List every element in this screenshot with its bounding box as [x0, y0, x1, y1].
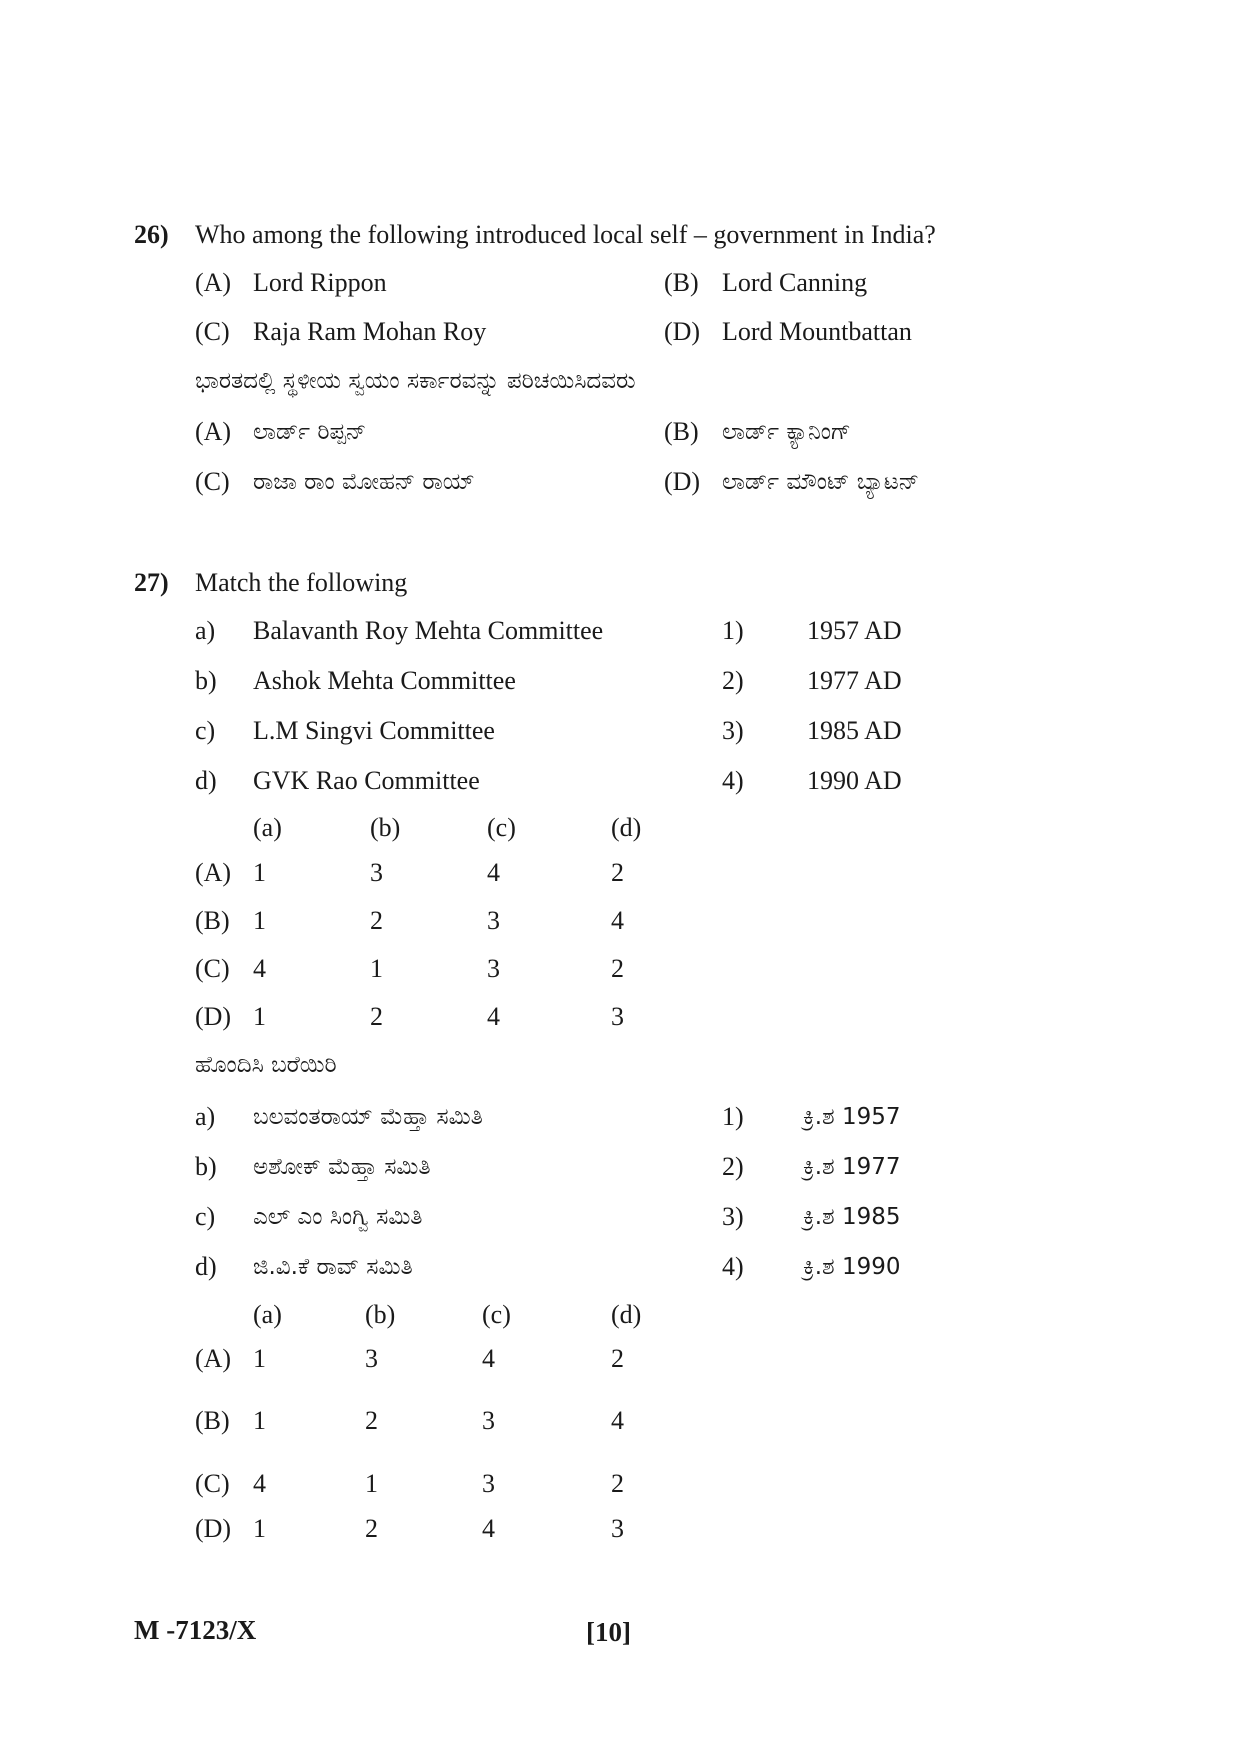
answer-value: 4: [482, 1344, 495, 1373]
q26-option-a-text: Lord Rippon: [253, 268, 387, 297]
answer-value: 1: [253, 1002, 266, 1031]
match-pair-number: 1): [722, 1102, 744, 1131]
match-pair-letter: a): [195, 1102, 216, 1131]
match-pair-letter: d): [195, 1252, 217, 1281]
answer-value: 3: [370, 858, 383, 887]
answer-value: 4: [487, 858, 500, 887]
q26-kn-option-c-text: ರಾಜಾ ರಾಂ ಮೋಹನ್ ರಾಯ್: [253, 469, 475, 495]
answer-value: 2: [611, 1344, 624, 1373]
question-26-kannada-text: ಭಾರತದಲ್ಲಿ ಸ್ಥಳೀಯ ಸ್ವಯಂ ಸರ್ಕಾರವನ್ನು ಪರಿಚಯಿಸಿದವರು: [195, 368, 636, 394]
match-pair-letter: c): [195, 716, 216, 745]
answer-header-d: (d): [611, 813, 642, 842]
q26-kn-option-a-text: ಲಾರ್ಡ್ ರಿಪ್ಪನ್: [253, 419, 367, 445]
page-number: [10]: [586, 1617, 631, 1647]
q26-kn-option-a-label: (A): [195, 417, 232, 446]
answer-value: 3: [487, 906, 500, 935]
answer-value: 2: [365, 1406, 378, 1435]
answer-value: 4: [253, 954, 266, 983]
match-pair-letter: a): [195, 616, 216, 645]
question-26-number: 26): [134, 220, 169, 249]
answer-option-label: (A): [195, 858, 232, 887]
answer-value: 3: [365, 1344, 378, 1373]
answer-value: 2: [611, 954, 624, 983]
answer-option-label: (A): [195, 1344, 232, 1373]
match-pair-number: 2): [722, 1152, 744, 1181]
paper-code: M -7123/X: [134, 1615, 257, 1645]
match-pair-value: 1985 AD: [807, 716, 902, 745]
match-pair-number: 4): [722, 1252, 744, 1281]
q26-option-b-label: (B): [664, 268, 699, 297]
match-pair-value: 1957 AD: [807, 616, 902, 645]
answer-header-a: (a): [253, 1300, 282, 1329]
answer-value: 1: [253, 858, 266, 887]
answer-value: 1: [253, 906, 266, 935]
answer-header-a: (a): [253, 813, 282, 842]
answer-option-label: (D): [195, 1514, 232, 1543]
match-pair-item: ಅಶೋಕ್ ಮೆಹ್ತಾ ಸಮಿತಿ: [253, 1154, 431, 1180]
match-pair-item: ಜಿ.ವಿ.ಕೆ ರಾವ್ ಸಮಿತಿ: [253, 1254, 413, 1280]
match-pair-value: ಕ್ರಿ.ಶ 1990: [803, 1254, 901, 1280]
match-pair-number: 4): [722, 766, 744, 795]
answer-option-label: (D): [195, 1002, 232, 1031]
q26-option-a-label: (A): [195, 268, 232, 297]
answer-value: 3: [611, 1002, 624, 1031]
match-pair-value: 1990 AD: [807, 766, 902, 795]
answer-header-b: (b): [370, 813, 401, 842]
answer-value: 3: [482, 1406, 495, 1435]
answer-value: 4: [487, 1002, 500, 1031]
match-pair-letter: b): [195, 1152, 217, 1181]
question-27-kannada-text: ಹೊಂದಿಸಿ ಬರೆಯಿರಿ: [195, 1052, 337, 1078]
match-pair-letter: b): [195, 666, 217, 695]
match-pair-item: ಬಲವಂತರಾಯ್ ಮೆಹ್ತಾ ಸಮಿತಿ: [253, 1104, 483, 1130]
q26-option-c-text: Raja Ram Mohan Roy: [253, 317, 487, 346]
answer-value: 3: [611, 1514, 624, 1543]
q26-option-d-text: Lord Mountbattan: [722, 317, 912, 346]
answer-value: 3: [487, 954, 500, 983]
q26-kn-option-c-label: (C): [195, 467, 230, 496]
answer-value: 2: [370, 906, 383, 935]
answer-value: 4: [482, 1514, 495, 1543]
q26-option-b-text: Lord Canning: [722, 268, 868, 297]
answer-header-c: (c): [482, 1300, 511, 1329]
match-pair-number: 3): [722, 1202, 744, 1231]
match-pair-value: ಕ್ರಿ.ಶ 1977: [803, 1154, 901, 1180]
answer-value: 1: [253, 1514, 266, 1543]
answer-value: 4: [611, 906, 624, 935]
answer-value: 2: [611, 1469, 624, 1498]
answer-header-d: (d): [611, 1300, 642, 1329]
q26-kn-option-d-label: (D): [664, 467, 701, 496]
answer-value: 1: [253, 1406, 266, 1435]
match-pair-value: 1977 AD: [807, 666, 902, 695]
answer-value: 1: [253, 1344, 266, 1373]
match-pair-value: ಕ್ರಿ.ಶ 1985: [803, 1204, 901, 1230]
match-pair-letter: c): [195, 1202, 216, 1231]
match-pair-item: L.M Singvi Committee: [253, 716, 495, 745]
answer-option-label: (C): [195, 1469, 230, 1498]
q26-kn-option-d-text: ಲಾರ್ಡ್ ಮೌಂಟ್ ಬ್ಯಾಟನ್: [722, 469, 920, 495]
match-pair-number: 2): [722, 666, 744, 695]
match-pair-number: 1): [722, 616, 744, 645]
q26-option-c-label: (C): [195, 317, 230, 346]
answer-value: 3: [482, 1469, 495, 1498]
answer-header-b: (b): [365, 1300, 396, 1329]
answer-option-label: (B): [195, 906, 230, 935]
match-pair-item: GVK Rao Committee: [253, 766, 480, 795]
match-pair-item: ಎಲ್ ಎಂ ಸಿಂಗ್ವಿ ಸಮಿತಿ: [253, 1204, 423, 1230]
answer-header-c: (c): [487, 813, 516, 842]
match-pair-item: Balavanth Roy Mehta Committee: [253, 616, 604, 645]
match-pair-value: ಕ್ರಿ.ಶ 1957: [803, 1104, 901, 1130]
answer-value: 2: [611, 858, 624, 887]
answer-value: 2: [365, 1514, 378, 1543]
answer-value: 2: [370, 1002, 383, 1031]
answer-value: 1: [370, 954, 383, 983]
answer-value: 4: [253, 1469, 266, 1498]
match-pair-item: Ashok Mehta Committee: [253, 666, 516, 695]
q26-kn-option-b-text: ಲಾರ್ಡ್ ಕ್ಯಾನಿಂಗ್: [722, 419, 851, 445]
q26-kn-option-b-label: (B): [664, 417, 699, 446]
answer-value: 4: [611, 1406, 624, 1435]
match-pair-letter: d): [195, 766, 217, 795]
answer-value: 1: [365, 1469, 378, 1498]
question-26-text: Who among the following introduced local self – government in India?: [195, 220, 936, 249]
answer-option-label: (C): [195, 954, 230, 983]
answer-option-label: (B): [195, 1406, 230, 1435]
question-27-number: 27): [134, 568, 169, 597]
question-27-text: Match the following: [195, 568, 408, 597]
match-pair-number: 3): [722, 716, 744, 745]
q26-option-d-label: (D): [664, 317, 701, 346]
